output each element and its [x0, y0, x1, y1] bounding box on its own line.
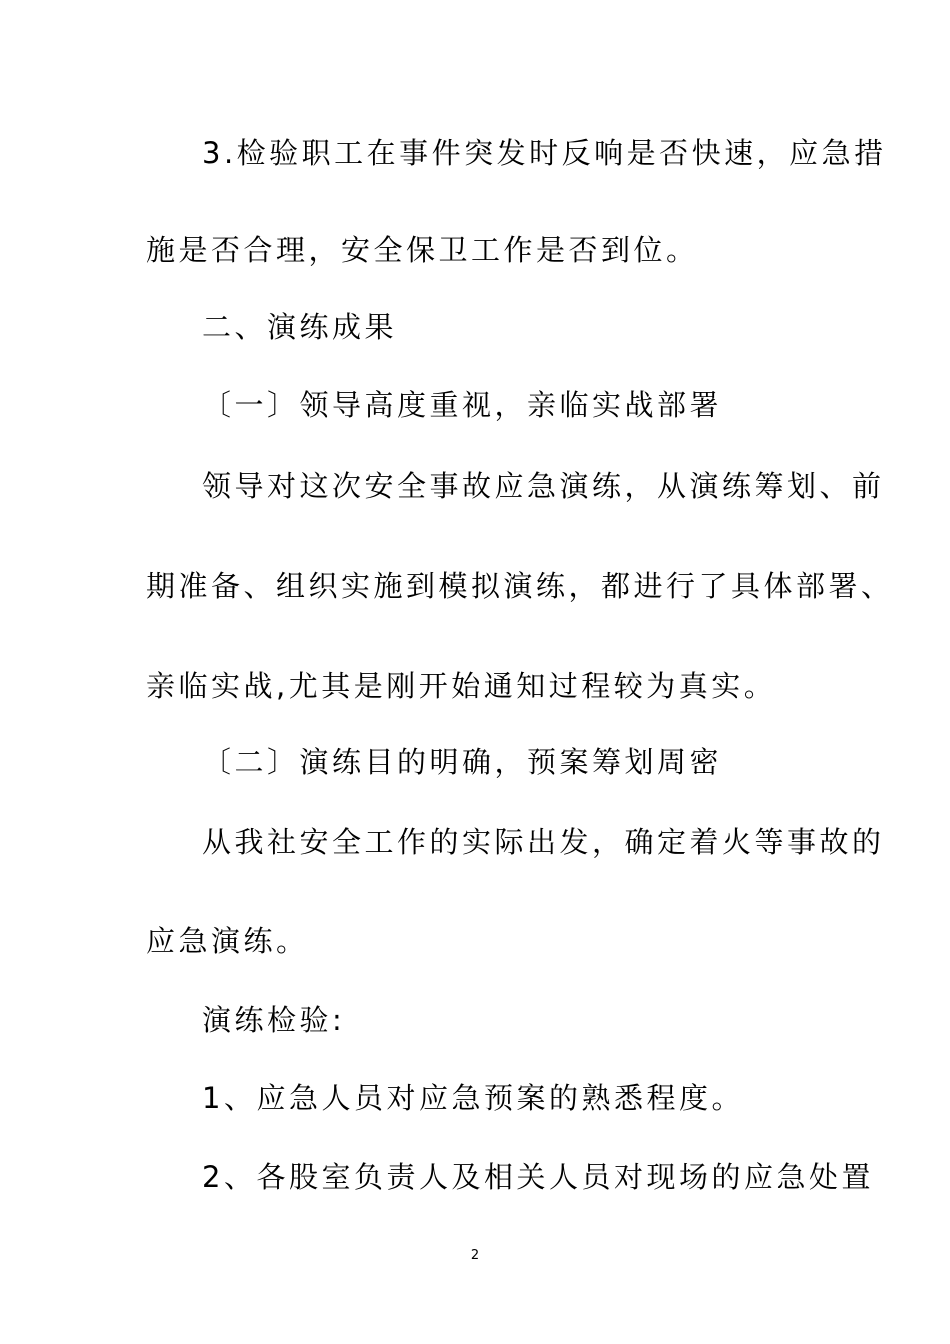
subsection-heading: 〔二〕演练目的明确，预案筹划周密: [202, 745, 723, 779]
subsection-heading: 〔一〕领导高度重视，亲临实战部署: [202, 388, 723, 422]
paragraph-line: 3.检验职工在事件突发时反响是否快速，应急措: [202, 136, 887, 170]
paragraph-line: 演练检验:: [202, 1003, 346, 1037]
section-heading: 二、演练成果: [202, 310, 398, 344]
paragraph-line: 期准备、组织实施到模拟演练，都进行了具体部署、: [146, 569, 894, 603]
paragraph-line: 亲临实战,尤其是刚开始通知过程较为真实。: [146, 669, 777, 703]
list-item: 2、各股室负责人及相关人员对现场的应急处置: [202, 1160, 874, 1194]
list-item: 1、应急人员对应急预案的熟悉程度。: [202, 1081, 744, 1115]
paragraph-line: 从我社安全工作的实际出发，确定着火等事故的: [202, 825, 885, 859]
page-number: 2: [470, 1248, 480, 1263]
paragraph-line: 应急演练。: [146, 924, 309, 958]
paragraph-line: 施是否合理，安全保卫工作是否到位。: [146, 233, 699, 267]
paragraph-line: 领导对这次安全事故应急演练，从演练筹划、前: [202, 469, 885, 503]
